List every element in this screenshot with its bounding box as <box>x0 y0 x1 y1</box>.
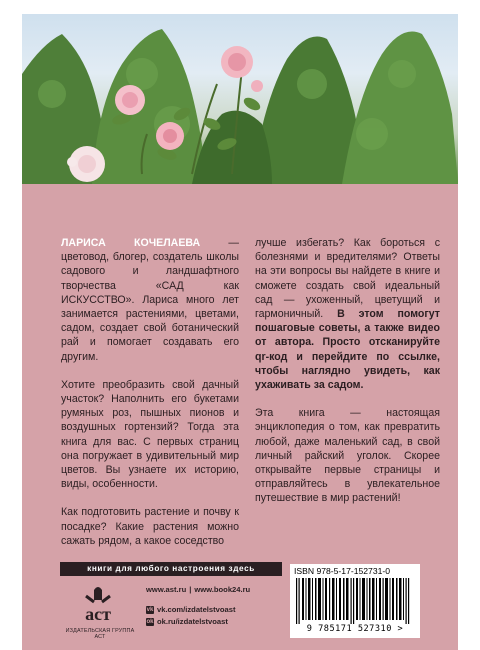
description-paragraph-2: Как подготовить растение и почву к посадке? Какие растения можно сажать рядом, а какое соседство <box>61 506 239 547</box>
barcode-digits: 9 785171 527310 > <box>306 624 404 634</box>
isbn-barcode-box <box>290 564 420 638</box>
author-paragraph <box>61 236 239 364</box>
tagline-banner: книги для любого настроения здесь <box>60 562 282 576</box>
ast-logo-icon <box>72 584 124 626</box>
cover-footer <box>22 562 458 650</box>
publisher-name: ИЗДАТЕЛЬСКАЯ ГРУППА АСТ <box>65 628 135 640</box>
description-paragraph-3 <box>255 236 440 392</box>
vk-row <box>146 604 250 616</box>
link-book24[interactable]: www.book24.ru <box>194 585 251 594</box>
left-text-column <box>61 236 239 562</box>
cover-photo-roses <box>22 14 458 184</box>
video-tips-bold-text: В этом помогут пошаговые советы, а также видео от автора. Просто отсканируйте qr-код и перейдите по ссылке, чтобы наглядно увидеть, как ухаживать за садом. <box>255 308 440 392</box>
link-vk[interactable]: vk.com/izdatelstvoast <box>157 605 236 614</box>
link-separator: | <box>189 585 192 594</box>
description-paragraph-4: Эта книга — настоящая энциклопедия о том, как превратить любой, даже маленький сад, в свой личный райский уголок. Скорее открывайте первые страницы и отправляйтесь в увлекательное путешествие в мир растений! <box>255 407 440 505</box>
author-bio: — цветовод, блогер, создатель школы садового и ландшафтного творчества «САД как ИСКУССТВО». Лариса много лет занимается растениями, цветами, садом, создает свой ботанический рай и помогает создавать его другим. <box>61 237 239 363</box>
link-ok[interactable]: ok.ru/izdatelstvoast <box>157 617 228 626</box>
ast-logo <box>72 584 124 634</box>
website-row <box>146 584 250 596</box>
description-regular-text: лучше избегать? Как бороться с болезнями и вредителями? Ответы на эти вопросы вы найдете в книге и сможете создать свой идеальный сад — ухоженный, цветущий и гармоничный. <box>255 237 440 321</box>
description-paragraph-1: Хотите преобразить свой дачный участок? Наполнить его букетами румяных роз, пышных пионов и воздушных гортензий? Тогда эта книга для вас. С первых страниц она погружает в удивительный мир цветов. Вы узнаете их историю, виды, особенности. <box>61 378 239 491</box>
author-name: ЛАРИСА КОЧЕЛАЕВА <box>61 237 201 249</box>
back-cover <box>22 14 458 650</box>
logo-text: аст <box>85 604 111 624</box>
isbn-number: ISBN 978-5-17-152731-0 <box>294 566 391 576</box>
right-text-column <box>255 236 440 520</box>
ok-icon: ok <box>146 619 154 625</box>
publisher-links <box>146 584 250 628</box>
vk-icon: vk <box>146 607 154 613</box>
roses-illustration <box>22 14 458 184</box>
ok-row <box>146 616 250 628</box>
barcode-icon <box>294 578 416 624</box>
link-ast[interactable]: www.ast.ru <box>146 585 187 594</box>
